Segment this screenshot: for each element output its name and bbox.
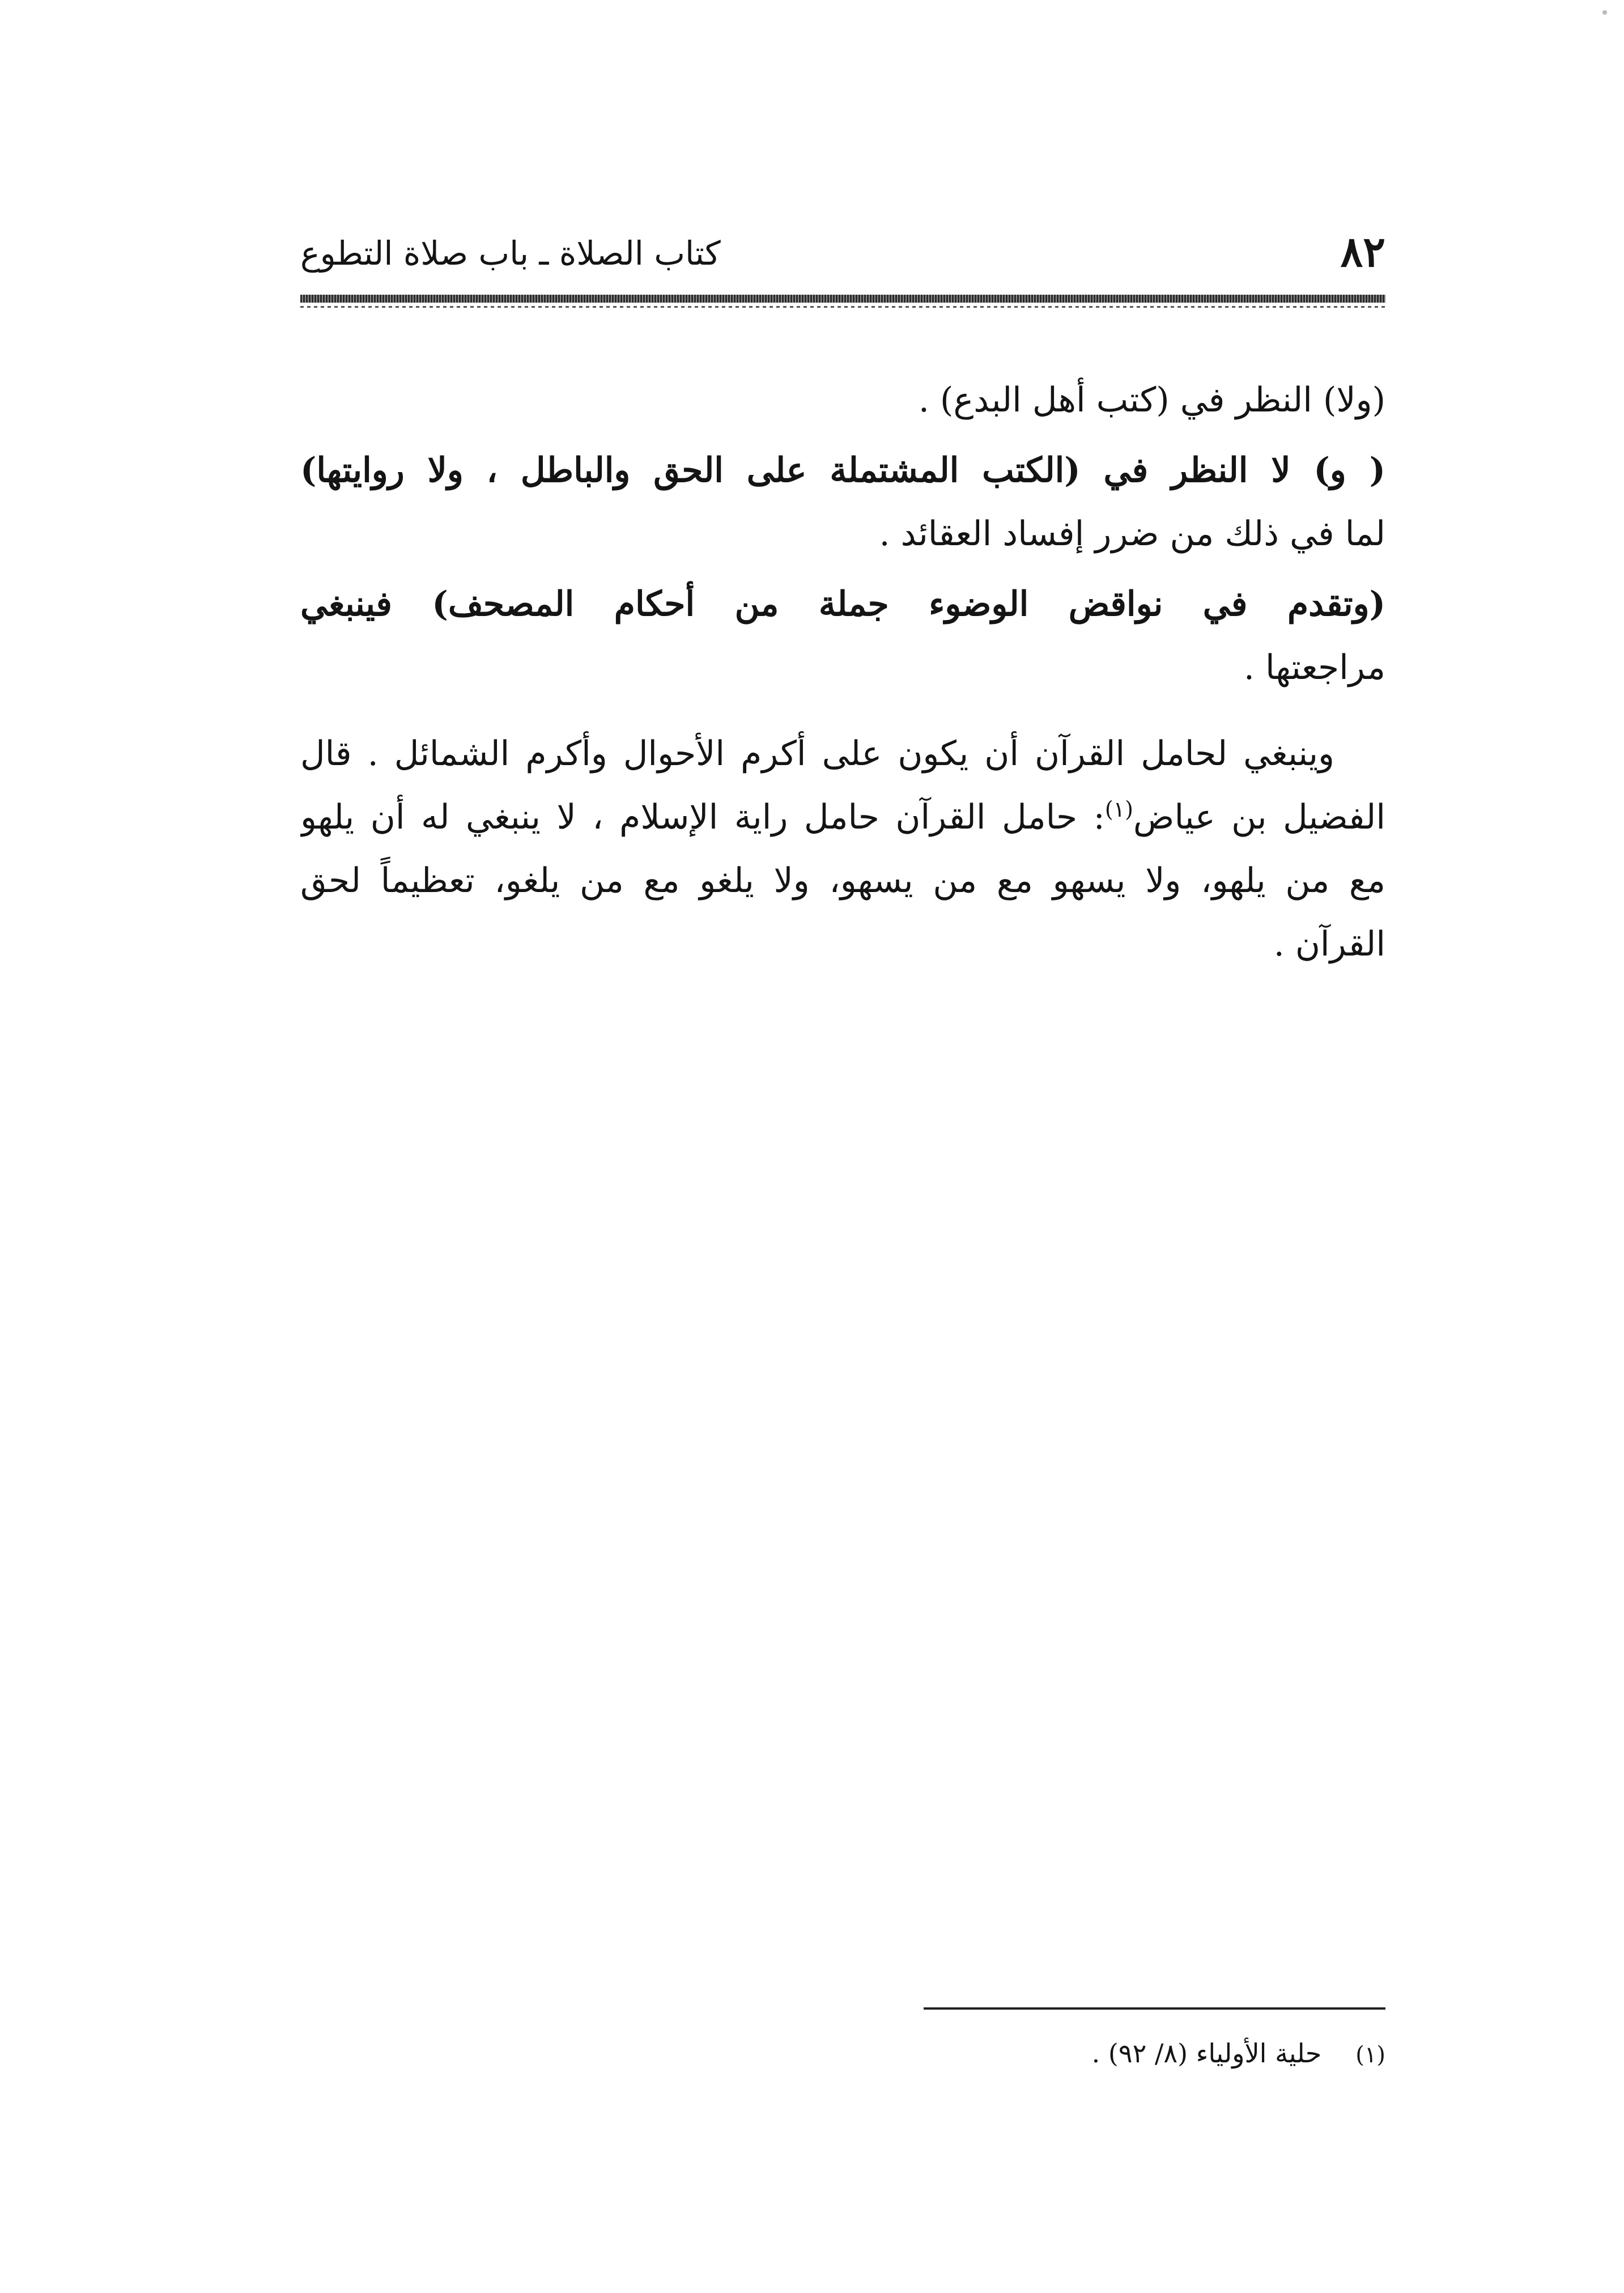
text-line: ( و) لا النظر في (الكتب المشتملة على الحق والباطل ، ولا روايتها): [300, 451, 1385, 490]
paragraph-books-of-innovators: (ولا) النظر في (كتب أهل البدع) .: [918, 380, 1385, 420]
text-line: مراجعتها .: [1243, 648, 1385, 687]
footnote-number: (١): [1355, 2042, 1385, 2068]
footnote-separator: [924, 2007, 1385, 2010]
quotation: : حامل القرآن حامل راية الإسلام ، لا ينبغي له أن يلهو: [300, 797, 1105, 837]
scan-speck: [1602, 10, 1607, 15]
text-line: [300, 785, 1385, 849]
text-line: وينبغي لحامل القرآن أن يكون على أكرم الأحوال وأكرم الشمائل . قال: [300, 734, 1334, 774]
header-rule: [300, 295, 1385, 303]
text-line: [300, 368, 1385, 432]
footnote: [924, 2038, 1385, 2069]
header-rule-thin: [300, 306, 1385, 308]
text-line: القرآن .: [1273, 924, 1385, 964]
main-text: [300, 368, 1385, 976]
text-line: (وتقدم في نواقض الوضوء جملة من أحكام المصحف) فينبغي: [300, 584, 1385, 624]
running-header: [300, 227, 1385, 295]
footnote-text: حلية الأولياء (٨/ ٩٢) .: [1091, 2038, 1322, 2069]
page-number: ٨٢: [1340, 228, 1385, 277]
footnote-reference[interactable]: (١): [1104, 797, 1133, 822]
quoted-scholar: الفضيل بن عياض: [1133, 797, 1385, 837]
chapter-title: كتاب الصلاة ـ باب صلاة التطوع: [300, 234, 721, 273]
text-line: مع من يلهو، ولا يسهو مع من يسهو، ولا يلغو مع من يلغو، تعظيماً لحق: [300, 861, 1385, 901]
text-line: لما في ذلك من ضرر إفساد العقائد .: [879, 514, 1385, 554]
